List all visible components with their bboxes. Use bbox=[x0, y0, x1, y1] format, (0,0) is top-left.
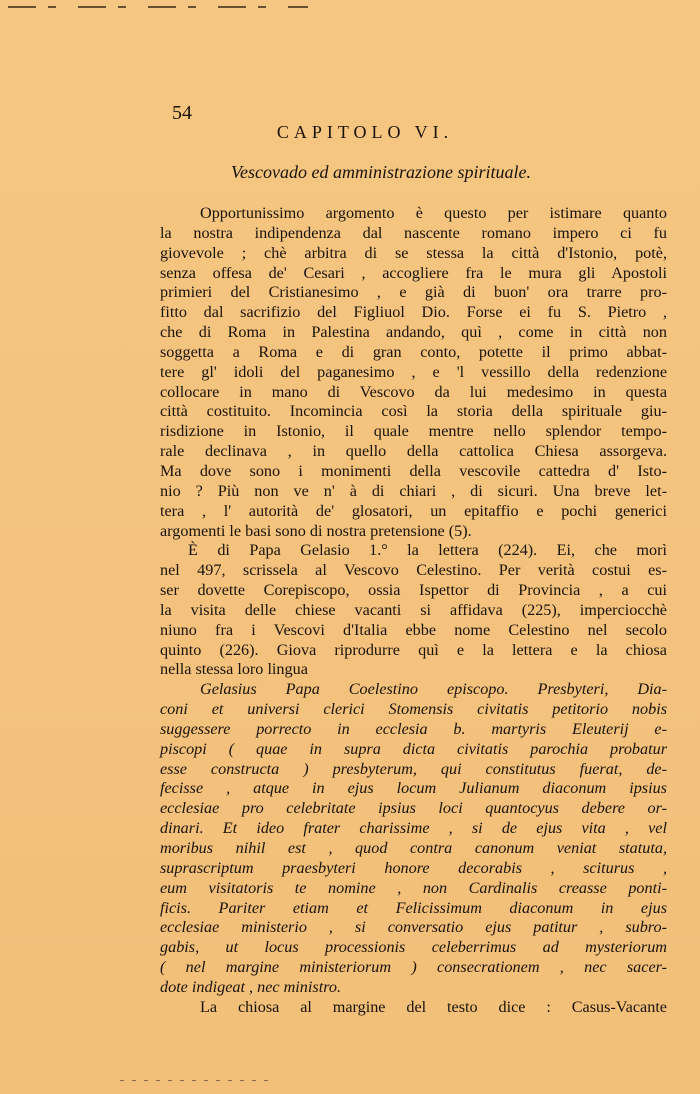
text-line: dote indigeat , nec ministro. bbox=[160, 977, 342, 996]
text-line: soggetta a Roma e di gran conto, potette il primo abbat- bbox=[160, 342, 667, 361]
text-line: primieri del Cristianesimo , e già di buon' ora trarre pro- bbox=[160, 283, 667, 302]
text-line: fecisse , atque in ejus locum Julianum diaconum ipsius bbox=[160, 779, 667, 798]
text-line: risdizione in Istonio, il quale mentre nello splendor tempo- bbox=[160, 422, 667, 441]
text-line: giovevole ; chè arbitra di se stessa la città d'Istonio, potè, bbox=[160, 243, 667, 262]
text-line: argomenti le basi sono di nostra pretensione (5). bbox=[160, 521, 472, 540]
page-edge-mark bbox=[8, 6, 308, 8]
text-line: città costituito. Incomincia così la storia della spirituale giu- bbox=[160, 402, 667, 421]
text-line: La chiosa al margine del testo dice : Casus-Vacante bbox=[200, 997, 667, 1016]
text-line: ficis. Pariter etiam et Felicissimum diaconum in ejus bbox=[160, 898, 667, 917]
text-line: eum visitatoris te nomine , non Cardinalis creasse ponti- bbox=[160, 878, 667, 897]
text-line: nella stessa loro lingua bbox=[160, 660, 308, 679]
text-line: la nostra indipendenza dal nascente romano impero ci fu bbox=[160, 223, 667, 242]
text-line: niuno fra i Vescovi d'Italia ebbe nome Celestino nel secolo bbox=[160, 620, 667, 639]
text-line: Opportunissimo argomento è questo per istimare quanto bbox=[200, 204, 667, 222]
text-line: moribus nihil est , quod contra canonum veniat statuta, bbox=[160, 839, 667, 857]
text-line: esse constructa ) presbyterum, qui constitutus fuerat, de- bbox=[160, 759, 667, 778]
text-line: fitto dal sacrifizio del Figliuol Dio. Forse ei fu S. Pietro , bbox=[160, 303, 667, 322]
text-line: tera , l' autorità de' glosatori, un epitaffio e pochi generici bbox=[160, 501, 667, 520]
text-line: Ma dove sono i monimenti della vescovile cattedra d' Isto- bbox=[160, 461, 667, 480]
text-line: È di Papa Gelasio 1.° la lettera (224). Ei, che morì bbox=[188, 541, 667, 560]
text-line: rale declinava , in quello della cattolica Chiesa assorgeva. bbox=[160, 442, 667, 461]
text-line: ( nel margine ministeriorum ) consecrationem , nec sacer- bbox=[160, 958, 667, 977]
chapter-title: CAPITOLO VI. bbox=[276, 122, 454, 142]
text-line: collocare in mano di Vescovo da lui medesimo in questa bbox=[160, 382, 667, 401]
text-line: che di Roma in Palestina andando, quì , come in città non bbox=[160, 323, 667, 342]
text-line: dinari. Et ideo frater charissime , si de ejus vita , vel bbox=[160, 819, 667, 838]
text-line: nel 497, scrissela al Vescovo Celestino. Per verità costui es- bbox=[160, 561, 667, 580]
text-line: nio ? Più non ve n' à di chiari , di sicuri. Una breve let- bbox=[160, 481, 667, 500]
text-line: Gelasius Papa Coelestino episcopo. Presbyteri, Dia- bbox=[200, 680, 667, 699]
page-bottom-mark bbox=[120, 1080, 270, 1081]
text-line: piscopi ( quae in supra dicta civitatis parochia probatur bbox=[160, 739, 667, 758]
text-line: la visita delle chiese vacanti si affidava (225), imperciocchè bbox=[160, 600, 667, 619]
text-line: suggessere porrecto in ecclesia b. martyris Eleuterij e- bbox=[160, 719, 667, 738]
text-line: tere gl' idoli del paganesimo , e 'l vessillo della redenzione bbox=[160, 362, 667, 381]
text-line: ecclesiae pro celebritate ipsius loci quantocyus debere or- bbox=[160, 799, 667, 818]
page-number: 54 bbox=[172, 102, 192, 124]
body-text bbox=[160, 204, 667, 1018]
text-line: coni et universi clerici Stomensis civitatis petitorio nobis bbox=[160, 700, 667, 719]
text-line: quinto (226). Giova riprodurre quì e la lettera e la chiosa bbox=[160, 640, 667, 659]
text-line: ecclesiae ministerio , si conversatio ejus patitur , subro- bbox=[160, 918, 667, 937]
text-line: ser dovette Corepiscopo, ossia Ispettor di Provincia , a cui bbox=[160, 581, 667, 600]
text-line: gabis, ut locus processionis celeberrimus ad mysteriorum bbox=[160, 938, 667, 957]
text-line: senza offesa de' Cesari , accogliere fra le mura gli Apostoli bbox=[160, 263, 667, 282]
chapter-subtitle: Vescovado ed amministrazione spirituale. bbox=[231, 162, 531, 182]
text-line: suprascriptum praesbyteri honore decorabis , sciturus , bbox=[160, 858, 667, 877]
